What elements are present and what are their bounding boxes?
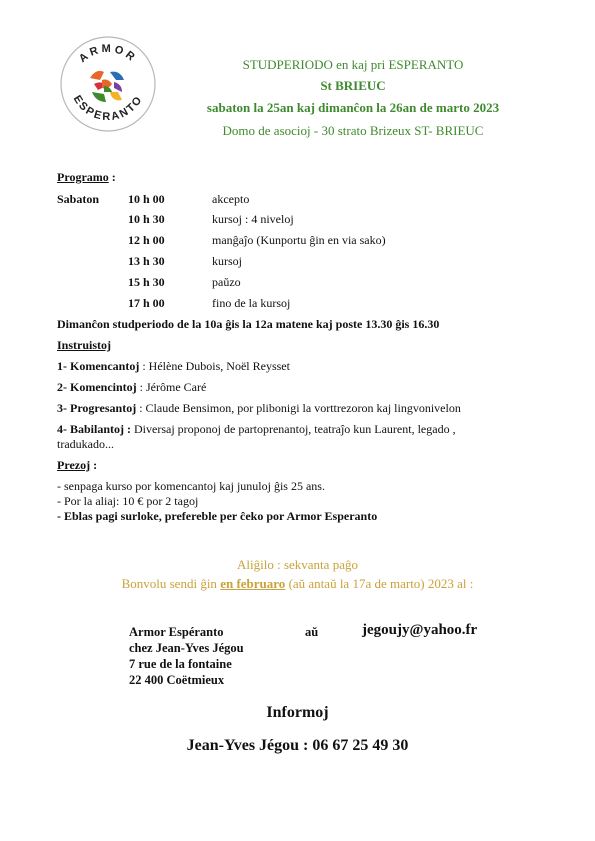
aligilo-instruction	[0, 576, 595, 592]
saturday-label: Sabaton	[57, 192, 100, 206]
prezoj-label: Prezoj	[57, 458, 91, 472]
header-title: STUDPERIODO en kaj pri ESPERANTO	[242, 57, 464, 72]
header-dates: sabaton la 25an kaj dimanĉon la 26an de marto 2023	[206, 100, 500, 115]
header-city: St BRIEUC	[320, 78, 386, 93]
teacher-level: 4- Babilantoj :	[57, 422, 132, 436]
informoj-title: Informoj	[266, 704, 329, 721]
aligilo-month: en februaro	[220, 576, 286, 591]
programo-heading	[57, 171, 116, 183]
schedule-text: akcepto	[212, 192, 250, 206]
programo-label: Programo	[57, 170, 109, 184]
address-line: chez Jean-Yves Jégou	[129, 641, 244, 655]
schedule-time: 13 h 30	[128, 254, 165, 268]
sunday-schedule: Dimanĉon studperiodo de la 10a ĝis la 12a matene kaj poste 13.30 ĝis 16.30	[57, 317, 440, 331]
teacher-line	[57, 402, 461, 414]
instruistoj-label: Instruistoj	[57, 338, 112, 352]
informoj-contact: Jean-Yves Jégou : 06 67 25 49 30	[186, 737, 409, 754]
logo-bottom-word: ESPERANTO	[70, 93, 146, 124]
teacher-line	[57, 423, 456, 435]
aligilo-text-a: Bonvolu sendi ĝin	[121, 576, 221, 591]
address-line: 7 rue de la fontaine	[129, 657, 232, 671]
teacher-level: 3- Progresantoj	[57, 401, 137, 415]
prezoj-colon: :	[90, 458, 98, 472]
or-separator: aŭ	[305, 625, 319, 639]
logo-top-word: ARMOR	[76, 42, 140, 66]
price-item: - senpaga kurso por komencantoj kaj junuloj ĝis 25 ans.	[57, 479, 325, 493]
schedule-text: kursoj	[212, 254, 242, 268]
price-item-bold: - Eblas pagi surloke, prefereble per ĉeko por Armor Esperanto	[57, 509, 378, 523]
header-venue: Domo de asocioj - 30 strato Brizeux ST- BRIEUC	[222, 123, 484, 138]
teacher-level: 2- Komencintoj	[57, 380, 137, 394]
schedule-time: 17 h 00	[128, 296, 165, 310]
email-address[interactable]: jegoujy@yahoo.fr	[362, 622, 478, 638]
programo-colon: :	[108, 170, 116, 184]
schedule-text: paŭzo	[212, 275, 241, 289]
schedule-time: 12 h 00	[128, 233, 165, 247]
teacher-line	[57, 360, 290, 372]
address-line: Armor Espéranto	[129, 625, 224, 639]
schedule-time: 10 h 30	[128, 212, 165, 226]
teacher-names: Diversaj proponoj de partoprenantoj, teatraĵo kun Laurent, legado ,	[131, 422, 456, 436]
address-line: 22 400 Coëtmieux	[129, 673, 225, 687]
armor-esperanto-logo	[58, 34, 158, 134]
schedule-time: 15 h 30	[128, 275, 165, 289]
teacher-names: : Hélène Dubois, Noël Reysset	[139, 359, 290, 373]
prezoj-heading	[57, 459, 97, 471]
teacher-line-continued: tradukado...	[57, 437, 114, 451]
schedule-text: kursoj : 4 niveloj	[212, 212, 294, 226]
schedule-time: 10 h 00	[128, 192, 165, 206]
aligilo-text-c: (aŭ antaŭ la 17a de marto) 2023 al :	[285, 576, 474, 591]
teacher-line	[57, 381, 206, 393]
teacher-names: : Jérôme Caré	[136, 380, 207, 394]
schedule-text: fino de la kursoj	[212, 296, 291, 310]
price-item: - Por la aliaj: 10 € por 2 tagoj	[57, 494, 199, 508]
schedule-text: manĝaĵo (Kunportu ĝin en via sako)	[212, 233, 386, 247]
teacher-level: 1- Komencantoj	[57, 359, 140, 373]
teacher-names: : Claude Bensimon, por plibonigi la vorttrezoron kaj lingvonivelon	[136, 401, 461, 415]
aligilo-line: Aliĝilo : sekvanta paĝo	[237, 557, 358, 572]
